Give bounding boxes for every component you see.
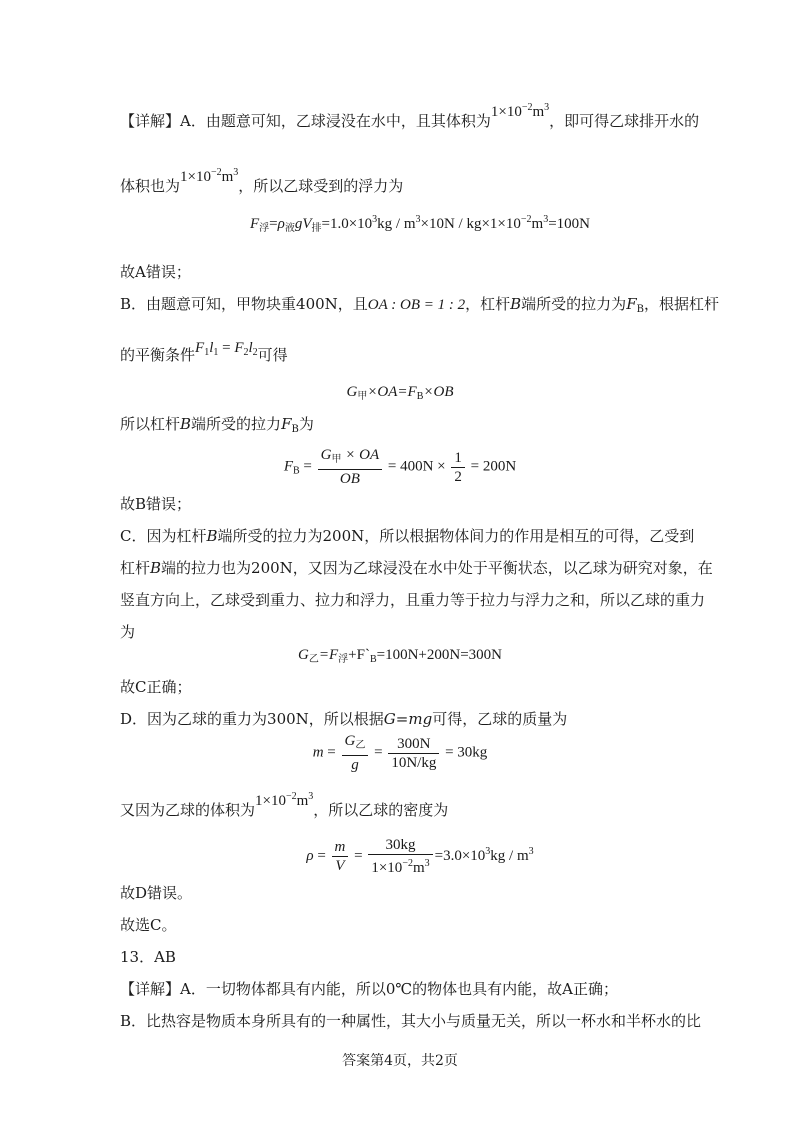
detail-line-e1: 【详解】A．一切物体都具有内能，所以0℃的物体也具有内能，故A正确；: [120, 980, 619, 998]
detail-line-d1: D．因为乙球的重力为300N，所以根据G=mg可得，乙球的质量为: [120, 710, 568, 728]
pull-force-formula: $F_B$ = $\frac{G_甲 \times OA}{OB}$ = 400N × $\frac{1}{2}$ = 200N: [283, 447, 517, 487]
detail-line-a: 【详解】A．由题意可知，乙球浸没在水中，且其体积为$1\times 10^{-2}m^3$，即可得乙球排开水的: [120, 102, 700, 130]
detail-line-d2: 又因为乙球的体积为$1\times 10^{-2}m^3$，所以乙球的密度为: [120, 791, 449, 819]
lever-balance-formula: $F_1l_1 = F_2l_2$: [195, 340, 258, 358]
detail-line-c1: C．因为杠杆B端所受的拉力为200N，所以根据物体间力的作用是相互的可得，乙受到: [120, 527, 695, 545]
density-formula: ρ = $\frac{m}{V}$ = $\frac{30kg}{1\times 10^{-2}m^3}$ $=3.0\times 10^3kg / m^3$: [306, 837, 534, 877]
fraction: $\frac{300N}{10N/kg}$: [388, 735, 439, 772]
conclusion-b: 故B错误；: [120, 495, 192, 513]
fraction: $\frac{G_甲 \times OA}{OB}$: [318, 446, 382, 488]
fraction: $\frac{m}{V}$: [332, 838, 349, 875]
conclusion-a: 故A错误；: [120, 263, 191, 281]
conclusion-d: 故D错误。: [120, 884, 193, 902]
buoyancy-formula: $F_浮=\rho_液gV_排=1.0\times 10^3kg / m^3\times 10N / kg\times 1\times 10^{-2}m^3=100N$: [249, 214, 591, 234]
detail-label: 【详解】: [120, 112, 181, 130]
fraction: $\frac{30kg}{1\times 10^{-2}m^3}$: [368, 836, 432, 877]
ratio-expression: OA : OB = 1 : 2: [367, 297, 466, 313]
page-footer: 答案第4页，共2页: [342, 1053, 458, 1069]
conclusion-c: 故C正确；: [120, 678, 192, 696]
detail-line-a2: 体积也为$1\times 10^{-2}m^3$，所以乙球受到的浮力为: [120, 167, 404, 195]
question-number: 13．AB: [120, 948, 176, 966]
detail-line-c3: 竖直方向上，乙球受到重力、拉力和浮力，且重力等于拉力与浮力之和，所以乙球的重力: [120, 591, 706, 609]
gravity-formula: $G_乙=F_浮+F`_B=100N+200N=300N$: [298, 647, 502, 665]
detail-line-b3: 所以杠杆B端所受的拉力$F_B$为: [120, 415, 314, 435]
lever-formula: $G_甲\times OA=F_B\times OB$: [346, 384, 454, 402]
fraction: $\frac{1}{2}$: [451, 449, 465, 486]
detail-line-e2: B．比热容是物质本身所具有的一种属性，其大小与质量无关，所以一杯水和半杯水的比: [120, 1012, 702, 1030]
detail-line-b2: 的平衡条件$F_1l_1 = F_2l_2$可得: [120, 340, 288, 364]
mass-formula: m = $\frac{G_乙}{g}$ = $\frac{300N}{10N/kg}$ = 30kg: [312, 733, 488, 773]
fraction: $\frac{G_乙}{g}$: [342, 732, 369, 774]
volume-expression: $1\times 10^{-2}m^3$: [255, 791, 314, 809]
detail-line-c2: 杠杆B端的拉力也为200N，又因为乙球浸没在水中处于平衡状态，以乙球为研究对象，在: [120, 559, 713, 577]
detail-line-c4: 为: [120, 623, 136, 641]
volume-expression: $1\times 10^{-2}m^3$: [180, 167, 239, 185]
volume-expression: $1\times 10^{-2}m^3$: [490, 102, 550, 120]
final-answer: 故选C。: [120, 916, 177, 934]
detail-line-b: B．由题意可知，甲物块重400N，且OA : OB = 1 : 2，杠杆B端所受的拉力为$F_B$，根据杠杆: [120, 295, 719, 315]
